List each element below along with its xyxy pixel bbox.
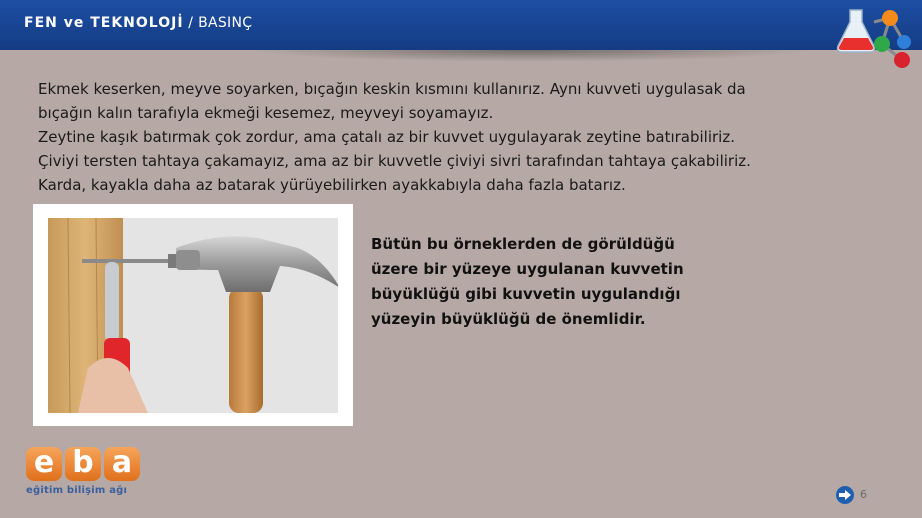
hammer-nail-image (48, 218, 338, 413)
text-line: Çiviyi tersten tahtaya çakamayız, ama az bir kuvvetle çiviyi sivri tarafından tahtaya çakabiliriz. (38, 152, 751, 170)
conclusion-line: büyüklüğü gibi kuvvetin uygulandığı (371, 285, 681, 303)
slide-title (24, 15, 252, 31)
science-flask-molecule-icon (832, 2, 912, 72)
eba-logo (26, 447, 146, 501)
logo-letter: a (104, 447, 140, 481)
text-line: Karda, kayakla daha az batarak yürüyebilirken ayakkabıyla daha fazla batarız. (38, 176, 626, 194)
subject-label: FEN ve TEKNOLOJİ (24, 15, 184, 31)
logo-tagline: eğitim bilişim ağı (26, 485, 128, 496)
text-line: Ekmek keserken, meyve soyarken, bıçağın keskin kısmını kullanırız. Aynı kuvveti uygulasak da (38, 80, 746, 98)
page-number: 6 (860, 488, 867, 501)
header-shadow (250, 50, 810, 62)
conclusion-line: yüzeyin büyüklüğü de önemlidir. (371, 310, 646, 328)
next-slide-button[interactable] (836, 486, 854, 504)
text-line: Zeytine kaşık batırmak çok zordur, ama çatalı az bir kuvvet uygulayarak zeytine batırabiliriz. (38, 128, 735, 146)
hammer-photo (33, 204, 353, 426)
logo-letter: e (26, 447, 62, 481)
header-bar (0, 0, 922, 50)
arrow-right-icon (839, 490, 851, 500)
title-separator: / (183, 15, 199, 31)
logo-letter: b (65, 447, 101, 481)
conclusion-text (371, 232, 701, 332)
conclusion-line: üzere bir yüzeye uygulanan kuvvetin (371, 260, 684, 278)
text-line: bıçağın kalın tarafıyla ekmeği kesemez, meyveyi soyamayız. (38, 104, 494, 122)
explanation-text (38, 77, 818, 197)
conclusion-line: Bütün bu örneklerden de görüldüğü (371, 235, 675, 253)
topic-label: BASINÇ (198, 15, 253, 31)
